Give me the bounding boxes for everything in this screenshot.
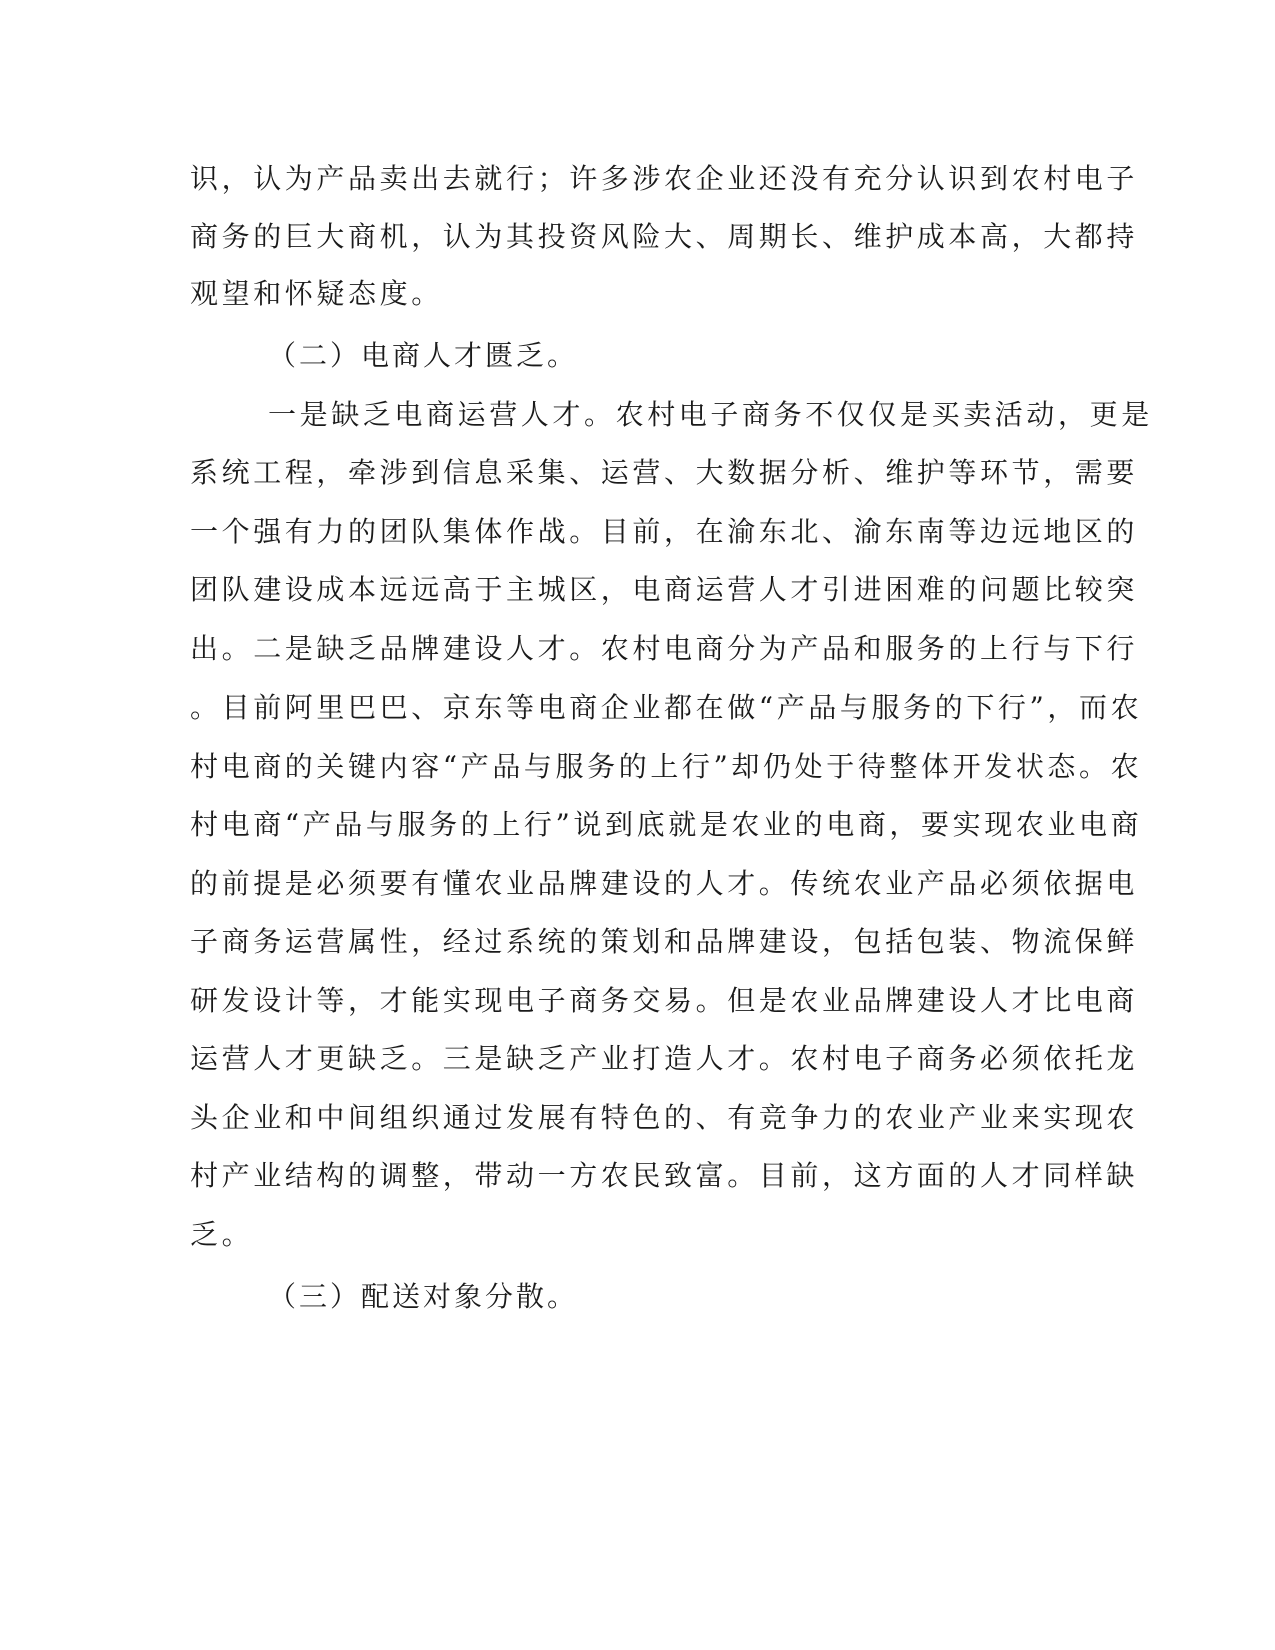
paragraph-line: 团队建设成本远远高于主城区，电商运营人才引进困难的问题比较突 [190,573,1139,606]
paragraph-line: 系统工程，牵涉到信息采集、运营、大数据分析、维护等环节，需要 [190,456,1139,489]
paragraph-line: 村电商“产品与服务的上行”说到底就是农业的电商，要实现农业电商 [190,808,1143,841]
paragraph-line: 一是缺乏电商运营人才。农村电子商务不仅仅是买卖活动，更是 [268,398,1153,431]
paragraph-line: 的前提是必须要有懂农业品牌建设的人才。传统农业产品必须依据电 [190,867,1139,900]
paragraph-line: 子商务运营属性，经过系统的策划和品牌建设，包括包装、物流保鲜 [190,925,1139,958]
paragraph-line: 观望和怀疑态度。 [190,277,443,310]
paragraph-line: 商务的巨大商机，认为其投资风险大、周期长、维护成本高，大都持 [190,220,1139,253]
paragraph-line: 识，认为产品卖出去就行；许多涉农企业还没有充分认识到农村电子 [190,162,1139,195]
paragraph-line: 出。二是缺乏品牌建设人才。农村电商分为产品和服务的上行与下行 [190,632,1139,665]
section-heading-2: （二）电商人才匮乏。 [268,339,579,372]
paragraph-line: 研发设计等，才能实现电子商务交易。但是农业品牌建设人才比电商 [190,984,1139,1017]
paragraph-line: 头企业和中间组织通过发展有特色的、有竞争力的农业产业来实现农 [190,1101,1139,1134]
section-heading-3: （三）配送对象分散。 [268,1280,579,1313]
paragraph-line: 一个强有力的团队集体作战。目前，在渝东北、渝东南等边远地区的 [190,515,1139,548]
paragraph-line: 村产业结构的调整，带动一方农民致富。目前，这方面的人才同样缺 [190,1159,1139,1192]
paragraph-line: 。目前阿里巴巴、京东等电商企业都在做“产品与服务的下行”，而农 [190,691,1143,724]
paragraph-line: 运营人才更缺乏。三是缺乏产业打造人才。农村电子商务必须依托龙 [190,1042,1139,1075]
paragraph-line: 村电商的关键内容“产品与服务的上行”却仍处于待整体开发状态。农 [190,750,1143,783]
paragraph-line: 乏。 [190,1218,254,1251]
